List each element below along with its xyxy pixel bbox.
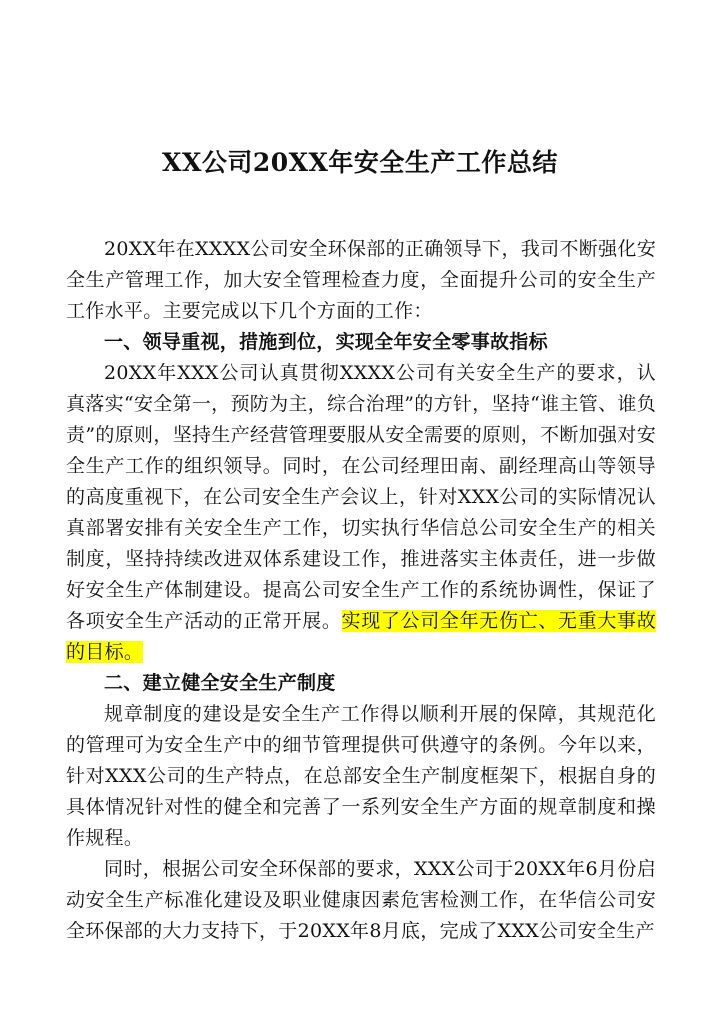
section-1-paragraph	[66, 358, 656, 668]
intro-paragraph: 20XX年在XXXX公司安全环保部的正确领导下，我司不断强化安全生产管理工作，加大安全管理检查力度，全面提升公司的安全生产工作水平。主要完成以下几个方面的工作：	[66, 238, 656, 322]
section-2-heading: 二、建立健全安全生产制度	[104, 672, 336, 694]
highlighted-text: 实现了公司全年无伤亡、无重大事故的目标。	[66, 610, 656, 663]
document-title: XX公司20XX年安全生产工作总结	[162, 148, 558, 177]
section-2-paragraph-1: 规章制度的建设是安全生产工作得以顺利开展的保障，其规范化的管理可为安全生产中的细节管理提供可供遵守的条例。今年以来，针对XXX公司的生产特点，在总部安全生产制度框架下，根据自身的具体情况针对性的健全和完善了一系列安全生产方面的规章制度和操作规程。	[66, 703, 656, 849]
section-1-text: 20XX年XXX公司认真贯彻XXXX公司有关安全生产的要求，认真落实“安全第一，预防为主，综合治理”的方针，坚持“谁主管、谁负责”的原则，坚持生产经营管理要服从安全需要的原则，不断加强对安全生产工作的组织领导。同时，在公司经理田南、副经理高山等领导的高度重视下，在公司安全生产会议上，针对XXX公司的实际情况认真部署安排有关安全生产工作，切实执行华信总公司安全生产的相关制度，坚持持续改进双体系建设工作，推进落实主体责任，进一步做好安全生产体制建设。提高公司安全生产工作的系统协调性，保证了各项安全生产活动的正常开展。	[66, 362, 656, 632]
document-body	[66, 234, 656, 947]
section-1-heading: 一、领导重视，措施到位，实现全年安全零事故指标	[104, 331, 548, 353]
section-2-paragraph-2: 同时，根据公司安全环保部的要求，XXX公司于20XX年6月份启动安全生产标准化建设及职业健康因素危害检测工作，在华信公司安全环保部的大力支持下，于20XX年8月底，完成了XXX公司安全生产	[66, 858, 656, 942]
